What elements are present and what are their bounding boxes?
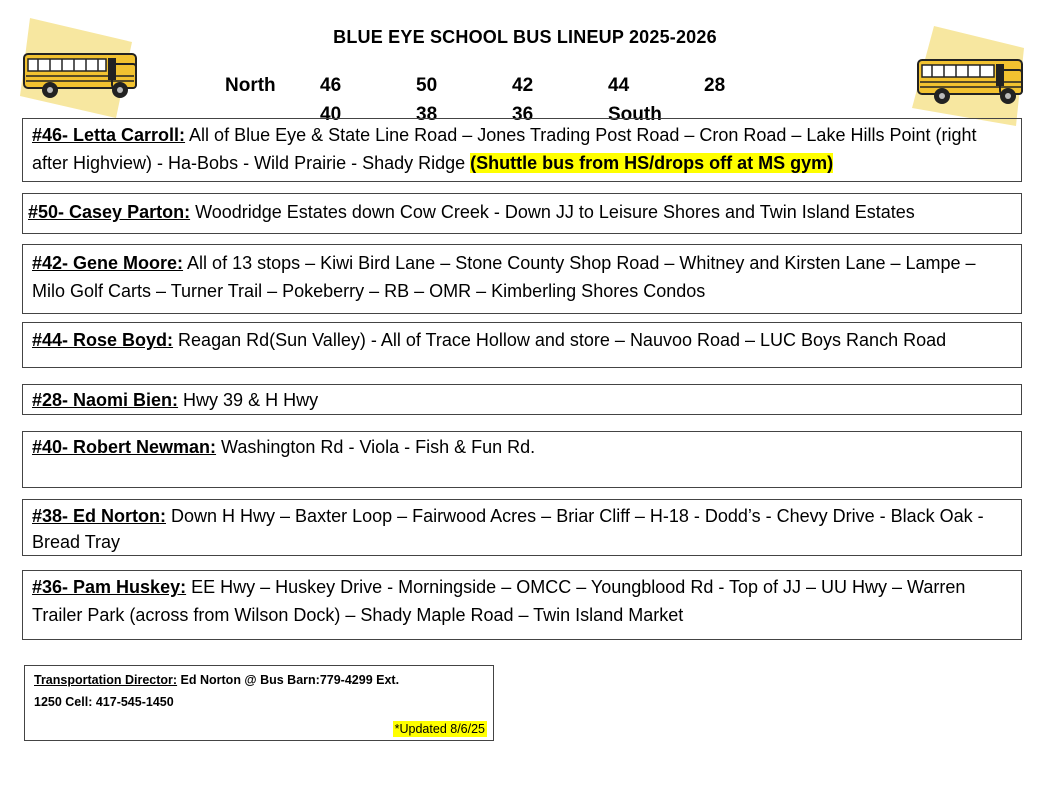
route-driver-label: #40- Robert Newman: bbox=[32, 437, 217, 457]
shuttle-note: (Shuttle bus from HS/drops off at MS gym) bbox=[470, 153, 834, 173]
route-driver-label: #44- Rose Boyd: bbox=[32, 330, 174, 350]
route-box bbox=[22, 322, 1022, 368]
route-stops: Woodridge Estates down Cow Creek - Down JJ to Leisure Shores and Twin Island Estates bbox=[190, 202, 915, 222]
route-stops: Down H Hwy – Baxter Loop – Fairwood Acres – Briar Cliff – H-18 - Dodd’s - Chevy Drive - Black Oak - Bread Tray bbox=[32, 506, 984, 552]
route-box bbox=[22, 499, 1022, 556]
route-stops: All of 13 stops – Kiwi Bird Lane – Stone County Shop Road – Whitney and Kirsten Lane – Lampe – Milo Golf Carts – Turner Trail – Pokeberry – RB – OMR – Kimberling Shores Condos bbox=[32, 253, 976, 301]
route-driver-label: #38- Ed Norton: bbox=[32, 506, 167, 526]
contact-box bbox=[24, 665, 494, 741]
lineup-bus-number: 40 bbox=[320, 104, 342, 125]
route-driver-label: #28- Naomi Bien: bbox=[32, 390, 179, 410]
lineup-bus-number: 36 bbox=[512, 104, 534, 125]
north-label: North bbox=[225, 75, 276, 96]
lineup-bus-number: 38 bbox=[416, 104, 438, 125]
route-driver-label: #36- Pam Huskey: bbox=[32, 577, 187, 597]
school-bus-icon bbox=[912, 26, 1030, 126]
lineup-bus-number: 42 bbox=[512, 75, 534, 96]
lineup-bus-number: 50 bbox=[416, 75, 438, 96]
route-box bbox=[22, 244, 1022, 314]
route-stops: All of Blue Eye & State Line Road – Jones Trading Post Road – Cron Road – Lake Hills Point (right after Highview) - Ha-Bobs - Wild Prairie - Shady Ridge bbox=[32, 125, 977, 173]
route-box bbox=[22, 431, 1022, 488]
page-title: BLUE EYE SCHOOL BUS LINEUP 2025-2026 bbox=[333, 27, 717, 47]
route-driver-label: #42- Gene Moore: bbox=[32, 253, 184, 273]
south-label: South bbox=[608, 104, 662, 125]
contact-line-2: 1250 Cell: 417-545-1450 bbox=[34, 695, 174, 709]
updated-date: *Updated 8/6/25 bbox=[394, 722, 485, 736]
route-box bbox=[22, 384, 1022, 415]
director-contact: Ed Norton @ Bus Barn:779-4299 Ext. bbox=[177, 673, 400, 687]
lineup-bus-number: 28 bbox=[704, 75, 726, 96]
contact-line-1 bbox=[34, 669, 484, 691]
route-box bbox=[22, 570, 1022, 640]
lineup-bus-number: 46 bbox=[320, 75, 342, 96]
route-driver-label: #46- Letta Carroll: bbox=[32, 125, 186, 145]
lineup-bus-number: 44 bbox=[608, 75, 630, 96]
school-bus-icon bbox=[20, 18, 145, 118]
route-stops: Hwy 39 & H Hwy bbox=[178, 390, 319, 410]
route-box bbox=[22, 193, 1022, 234]
route-box bbox=[22, 118, 1022, 182]
route-stops: Washington Rd - Viola - Fish & Fun Rd. bbox=[216, 437, 536, 457]
route-driver-label: #50- Casey Parton: bbox=[28, 202, 191, 222]
route-stops: Reagan Rd(Sun Valley) - All of Trace Hollow and store – Nauvoo Road – LUC Boys Ranch Road bbox=[173, 330, 947, 350]
director-label: Transportation Director: bbox=[34, 673, 178, 687]
route-stops: EE Hwy – Huskey Drive - Morningside – OMCC – Youngblood Rd - Top of JJ – UU Hwy – Warren Trailer Park (across from Wilson Dock) – Shady Maple Road – Twin Island Market bbox=[32, 577, 966, 625]
